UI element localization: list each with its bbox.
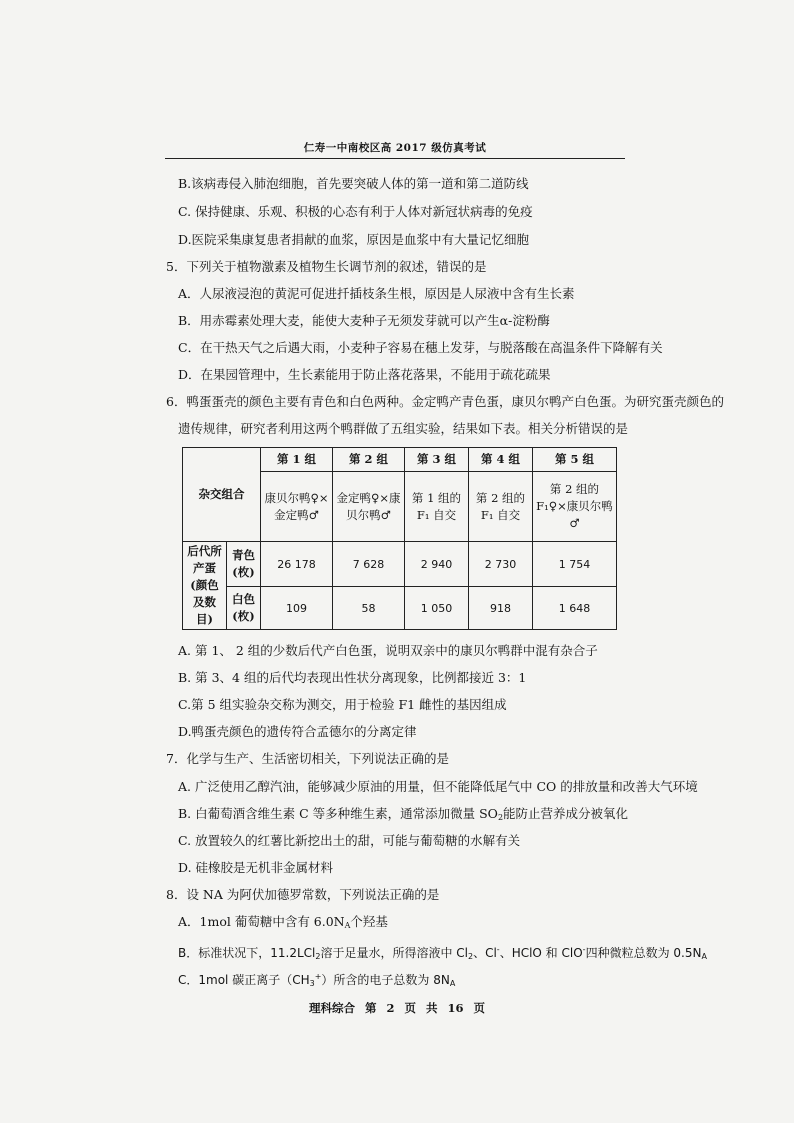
q6-option-d: D.鸭蛋壳颜色的遗传符合孟德尔的分离定律	[178, 724, 417, 739]
q8-c-sub-1: 3	[309, 979, 315, 988]
cyan-count-4: 2 730	[469, 542, 533, 587]
q8-stem: 8．设 NA 为阿伏加德罗常数，下列说法正确的是	[166, 887, 440, 902]
q8-c-text-2: ）所含的电子总数为 8N	[321, 973, 450, 987]
q8-b-text-1: B．标准状况下，11.2LCl	[178, 946, 316, 960]
q8-option-c	[178, 969, 455, 992]
q8-b-text-5: 四种微粒总数为 0.5N	[585, 946, 702, 960]
group-header-3: 第 3 组	[405, 448, 469, 472]
q8-c-text-1: C．1mol 碳正离子（CH	[178, 973, 310, 987]
white-count-4: 918	[469, 587, 533, 630]
cross-4: 第 2 组的 F₁ 自交	[469, 472, 533, 542]
q7-option-a: A. 广泛使用乙醇汽油，能够减少原油的用量，但不能降低尾气中 CO 的排放量和改善大气环境	[178, 779, 698, 794]
q8-b-sup-3: -	[496, 945, 500, 954]
white-count-1: 109	[261, 587, 333, 630]
q5-option-d: D．在果园管理中，生长素能用于防止落花落果，不能用于疏花疏果	[178, 367, 551, 382]
cross-combination-label: 杂交组合	[183, 448, 261, 542]
white-count-3: 1 050	[405, 587, 469, 630]
cyan-count-2: 7 628	[333, 542, 405, 587]
white-count-5: 1 648	[533, 587, 617, 630]
cross-5: 第 2 组的 F₁♀×康贝尔鸭♂	[533, 472, 617, 542]
q8-c-sub-2: A	[449, 979, 456, 988]
q8-b-sub-5: A	[701, 952, 707, 961]
q6-stem-line1: 6．鸭蛋蛋壳的颜色主要有青色和白色两种。金定鸭产青色蛋，康贝尔鸭产白色蛋。为研究蛋壳颜色的	[166, 394, 724, 409]
q8-c-sup-1: +	[314, 972, 322, 981]
cyan-count-5: 1 754	[533, 542, 617, 587]
page-footer: 理科综合 第 2 页 共 16 页	[308, 1001, 486, 1015]
q7-option-b	[178, 806, 628, 826]
q8-b-text-3: 、Cl	[473, 946, 497, 960]
row-label-cyan: 青色(枚)	[227, 542, 261, 587]
row-label-white: 白色(枚)	[227, 587, 261, 630]
experiment-table	[182, 447, 617, 630]
q8-option-b	[178, 942, 707, 965]
q7-b-text: B. 白葡萄酒含维生素 C 等多种维生素，通常添加微量 SO	[178, 806, 498, 821]
group-header-2: 第 2 组	[333, 448, 405, 472]
group-header-4: 第 4 组	[469, 448, 533, 472]
offspring-label: 后代所产蛋(颜色及数目)	[183, 542, 227, 630]
q4-option-d: D.医院采集康复患者捐献的血浆，原因是血浆中有大量记忆细胞	[178, 232, 530, 247]
q8-b-sub-2: 2	[467, 952, 474, 961]
cross-1: 康贝尔鸭♀×金定鸭♂	[261, 472, 333, 542]
q5-option-b: B．用赤霉素处理大麦，能使大麦种子无须发芽就可以产生α-淀粉酶	[178, 313, 550, 328]
q7-option-d: D. 硅橡胶是无机非金属材料	[178, 860, 334, 875]
q6-option-c: C.第 5 组实验杂交称为测交，用于检验 F1 雌性的基因组成	[178, 697, 507, 712]
q8-option-a	[178, 914, 388, 934]
q8-a-text: A．1mol 葡萄糖中含有 6.0N	[178, 914, 345, 929]
q6-stem-line2: 遗传规律，研究者利用这两个鸭群做了五组实验，结果如下表。相关分析错误的是	[178, 421, 629, 436]
group-header-1: 第 1 组	[261, 448, 333, 472]
cyan-count-1: 26 178	[261, 542, 333, 587]
q8-b-text-2: 溶于足量水，所得溶液中 Cl	[320, 946, 468, 960]
group-header-5: 第 5 组	[533, 448, 617, 472]
q6-option-b: B. 第 3、4 组的后代均表现出性状分离现象，比例都接近 3：1	[178, 670, 527, 685]
q8-b-sub-1: 2	[315, 952, 321, 961]
q8-b-sup-4: -	[582, 945, 586, 954]
q7-option-c: C. 放置较久的红薯比新挖出土的甜，可能与葡萄糖的水解有关	[178, 833, 521, 848]
q6-option-a: A. 第 1、 2 组的少数后代产白色蛋，说明双亲中的康贝尔鸭群中混有杂合子	[178, 643, 598, 658]
q7-stem: 7．化学与生产、生活密切相关，下列说法正确的是	[166, 751, 449, 766]
q5-option-a: A．人尿液浸泡的黄泥可促进扦插枝条生根，原因是人尿液中含有生长素	[178, 286, 575, 301]
q5-option-c: C．在干热天气之后遇大雨，小麦种子容易在穗上发芽，与脱落酸在高温条件下降解有关	[178, 340, 663, 355]
page-header: 仁寿一中南校区高 2017 级仿真考试	[165, 140, 625, 159]
white-count-2: 58	[333, 587, 405, 630]
q8-b-text-4: 、HClO 和 ClO	[499, 946, 583, 960]
q4-option-c: C. 保持健康、乐观、积极的心态有利于人体对新冠状病毒的免疫	[178, 204, 533, 219]
q7-b-text-end: 能防止营养成分被氧化	[503, 806, 629, 821]
q7-b-subscript: 2	[497, 813, 504, 822]
cross-2: 金定鸭♀×康贝尔鸭♂	[333, 472, 405, 542]
cyan-count-3: 2 940	[405, 542, 469, 587]
q4-option-b: B.该病毒侵入肺泡细胞，首先要突破人体的第一道和第二道防线	[178, 176, 529, 191]
cross-3: 第 1 组的 F₁ 自交	[405, 472, 469, 542]
q8-a-text-end: 个羟基	[350, 914, 388, 929]
q5-stem: 5．下列关于植物激素及植物生长调节剂的叙述，错误的是	[166, 259, 487, 274]
q8-a-subscript: A	[344, 921, 351, 930]
